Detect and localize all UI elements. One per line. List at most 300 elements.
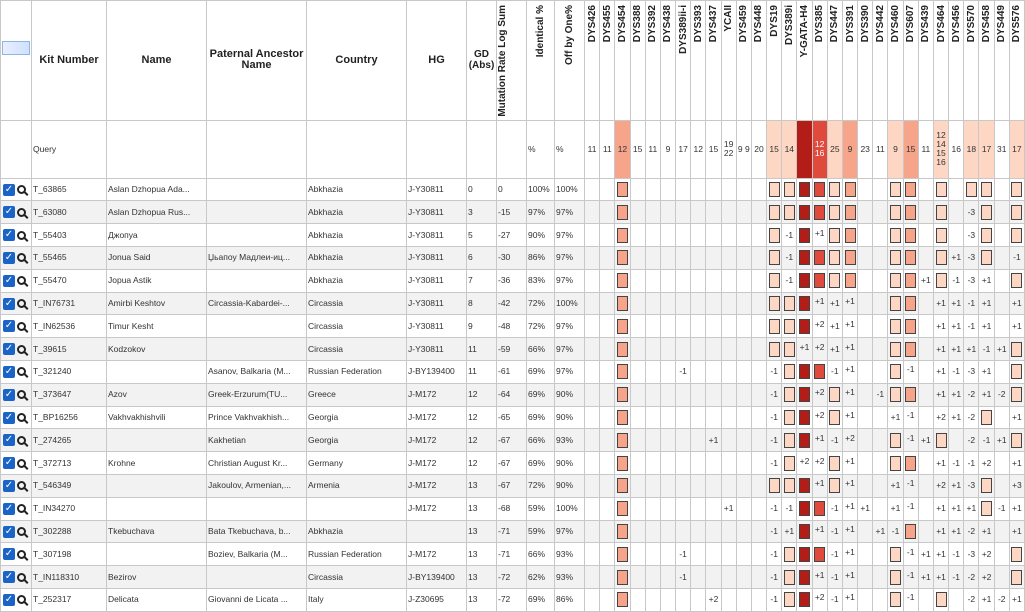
table-row[interactable] <box>1 292 1025 315</box>
marker-diff-dys460 <box>888 361 903 384</box>
marker-diff-value: +1 <box>723 503 734 514</box>
marker-diff-dys393 <box>691 292 706 315</box>
search-icon[interactable] <box>17 527 26 536</box>
name-cell: Bezirov <box>107 566 207 589</box>
select-checkbox[interactable]: ✓ <box>4 479 14 491</box>
marker-diff-box <box>799 296 810 311</box>
search-icon[interactable] <box>17 573 26 582</box>
marker-diff-box <box>617 592 628 607</box>
marker-diff-dys442 <box>873 452 888 475</box>
marker-diff-box: -1 <box>906 432 915 443</box>
identical-header[interactable] <box>527 1 555 121</box>
marker-header-dys393[interactable] <box>691 1 706 121</box>
marker-diff-dys442 <box>873 406 888 429</box>
kit-number-cell[interactable]: T_321240 <box>32 361 107 384</box>
marker-diff-value: -2 <box>967 389 976 400</box>
search-icon[interactable] <box>17 299 26 308</box>
marker-diff-dys442 <box>873 178 888 201</box>
marker-diff-value: +1 <box>921 434 931 445</box>
country-cell: Russian Federation <box>307 543 407 566</box>
kit-number-cell[interactable]: T_307198 <box>32 543 107 566</box>
select-checkbox[interactable]: ✓ <box>4 593 14 605</box>
search-icon[interactable] <box>17 322 26 331</box>
marker-diff-dys439 <box>918 361 933 384</box>
marker-diff-dys455 <box>600 475 615 498</box>
table-row[interactable] <box>1 224 1025 247</box>
marker-diff-dys19 <box>767 497 782 520</box>
hg-cell: J-M172 <box>407 543 467 566</box>
search-icon[interactable] <box>17 345 26 354</box>
marker-diff-dys464 <box>933 566 948 589</box>
marker-diff-box <box>890 456 901 471</box>
query-country-cell <box>307 120 407 178</box>
hg-cell: J-Y30811 <box>407 178 467 201</box>
select-checkbox[interactable]: ✓ <box>4 434 14 446</box>
marker-diff-dys391 <box>842 406 857 429</box>
marker-diff-dys458 <box>979 383 994 406</box>
ancestor-cell: Bata Tkebuchava, b... <box>207 520 307 543</box>
search-icon[interactable] <box>17 390 26 399</box>
marker-diff-dys448 <box>751 543 766 566</box>
marker-diff-dys456 <box>949 224 964 247</box>
marker-diff-value: -1 <box>785 252 794 263</box>
off-by-one-cell: 93% <box>555 429 585 452</box>
marker-diff-box: +2 <box>845 432 855 443</box>
marker-diff-box <box>905 273 916 288</box>
marker-diff-dys388 <box>630 475 645 498</box>
marker-diff-dys456 <box>949 315 964 338</box>
marker-diff-box <box>829 478 840 493</box>
marker-diff-box: +2 <box>814 341 825 352</box>
marker-diff-dys464 <box>933 543 948 566</box>
select-checkbox[interactable]: ✓ <box>4 206 14 218</box>
marker-diff-box <box>799 228 810 243</box>
marker-header-dys570[interactable] <box>964 1 979 121</box>
marker-header-dys392[interactable] <box>645 1 660 121</box>
marker-diff-dys454 <box>615 497 630 520</box>
marker-header-dys442[interactable] <box>873 1 888 121</box>
marker-diff-ycaii <box>721 475 736 498</box>
hg-cell: J-Y30811 <box>407 292 467 315</box>
row-controls <box>1 383 32 406</box>
select-checkbox[interactable]: ✓ <box>4 251 14 263</box>
marker-diff-dys448 <box>751 383 766 406</box>
search-icon[interactable] <box>17 436 26 445</box>
marker-diff-dys449 <box>994 566 1009 589</box>
kit-number-cell[interactable]: T_252317 <box>32 589 107 612</box>
marker-diff-box <box>1011 570 1022 585</box>
search-icon[interactable] <box>17 367 26 376</box>
kit-number-cell[interactable]: T_39615 <box>32 338 107 361</box>
select-checkbox[interactable]: ✓ <box>4 343 14 355</box>
marker-diff-dys447 <box>827 338 842 361</box>
marker-header-dys389ii-i[interactable] <box>676 1 691 121</box>
marker-diff-dys447 <box>827 475 842 498</box>
kit-number-header[interactable]: Kit Number <box>32 1 107 121</box>
search-icon[interactable] <box>17 595 26 604</box>
marker-header-dys438[interactable] <box>660 1 675 121</box>
marker-diff-box <box>981 205 992 220</box>
select-checkbox[interactable]: ✓ <box>4 411 14 423</box>
select-checkbox[interactable]: ✓ <box>4 229 14 241</box>
marker-diff-dys393 <box>691 383 706 406</box>
marker-diff-value: -3 <box>967 366 976 377</box>
marker-diff-dys442 <box>873 543 888 566</box>
kit-number-cell[interactable]: T_55403 <box>32 224 107 247</box>
marker-diff-dys391 <box>842 269 857 292</box>
kit-number-cell[interactable]: T_274265 <box>32 429 107 452</box>
select-checkbox[interactable]: ✓ <box>4 274 14 286</box>
marker-diff-value: +3 <box>1012 480 1022 491</box>
marker-diff-value: -1 <box>997 503 1006 514</box>
marker-diff-dys389i <box>782 201 797 224</box>
kit-number-cell[interactable]: T_BP16256 <box>32 406 107 429</box>
country-header[interactable]: Country <box>307 1 407 121</box>
marker-diff-dys389ii-i <box>676 338 691 361</box>
select-checkbox[interactable]: ✓ <box>4 457 14 469</box>
search-icon[interactable] <box>17 504 26 513</box>
select-checkbox[interactable]: ✓ <box>4 388 14 400</box>
row-controls <box>1 269 32 292</box>
marker-diff-dys576 <box>1009 224 1024 247</box>
marker-diff-dys454 <box>615 475 630 498</box>
marker-diff-dys570 <box>964 361 979 384</box>
select-checkbox[interactable]: ✓ <box>4 571 14 583</box>
marker-diff-dys392 <box>645 383 660 406</box>
select-checkbox[interactable]: ✓ <box>4 365 14 377</box>
search-icon[interactable] <box>17 276 26 285</box>
site-logo <box>2 41 30 55</box>
kit-number-cell[interactable]: T_372713 <box>32 452 107 475</box>
marker-header-dys458[interactable] <box>979 1 994 121</box>
marker-diff-dys458 <box>979 475 994 498</box>
select-checkbox[interactable]: ✓ <box>4 320 14 332</box>
marker-diff-dys437 <box>706 292 721 315</box>
marker-diff-box <box>784 478 795 493</box>
marker-header-dys19[interactable] <box>767 1 782 121</box>
mutation-rate-cell: -64 <box>497 383 527 406</box>
marker-diff-dys389i <box>782 475 797 498</box>
select-checkbox[interactable]: ✓ <box>4 183 14 195</box>
marker-diff-dys449 <box>994 224 1009 247</box>
country-cell: Circassia <box>307 292 407 315</box>
table-row[interactable] <box>1 452 1025 475</box>
marker-diff-dys455 <box>600 361 615 384</box>
hg-header[interactable]: HG <box>407 1 467 121</box>
marker-diff-value: +1 <box>936 457 946 468</box>
marker-diff-value: +1 <box>936 548 946 559</box>
marker-diff-value: +1 <box>890 480 901 491</box>
search-icon[interactable] <box>17 481 26 490</box>
country-cell: Abkhazia <box>307 224 407 247</box>
kit-number-cell[interactable]: T_IN76731 <box>32 292 107 315</box>
kit-number-cell[interactable]: T_373647 <box>32 383 107 406</box>
marker-header-dys391[interactable] <box>842 1 857 121</box>
marker-diff-dys576 <box>1009 361 1024 384</box>
marker-header-dys607[interactable] <box>903 1 918 121</box>
marker-header-label: DYS390 <box>859 5 871 43</box>
marker-diff-dys426 <box>585 475 600 498</box>
search-icon[interactable] <box>17 253 26 262</box>
query-value-dys392: 11 <box>645 120 660 178</box>
row-controls <box>1 566 32 589</box>
marker-diff-box <box>981 182 992 197</box>
off-by-one-cell: 100% <box>555 292 585 315</box>
marker-diff-value: -2 <box>997 389 1006 400</box>
marker-header-dys388[interactable] <box>630 1 645 121</box>
marker-diff-box <box>1011 547 1022 562</box>
query-value-dys390: 23 <box>858 120 873 178</box>
marker-header-dys459[interactable] <box>736 1 751 121</box>
marker-diff-value: -1 <box>831 548 839 559</box>
ancestor-cell <box>207 224 307 247</box>
off-by-one-cell: 90% <box>555 406 585 429</box>
marker-header-dys460[interactable] <box>888 1 903 121</box>
marker-header-dys449[interactable] <box>994 1 1009 121</box>
row-controls <box>1 520 32 543</box>
mutation-rate-header[interactable] <box>497 1 527 121</box>
marker-diff-dys388 <box>630 452 645 475</box>
marker-diff-dys607 <box>903 269 918 292</box>
marker-header-dys426[interactable] <box>585 1 600 121</box>
marker-diff-dys464 <box>933 520 948 543</box>
row-controls <box>1 315 32 338</box>
marker-diff-dys426 <box>585 452 600 475</box>
table-row[interactable] <box>1 520 1025 543</box>
mutation-rate-cell: 0 <box>497 178 527 201</box>
marker-diff-box <box>617 182 628 197</box>
row-controls <box>1 361 32 384</box>
marker-diff-dys455 <box>600 566 615 589</box>
marker-header-dys576[interactable] <box>1009 1 1024 121</box>
marker-diff-dys607 <box>903 497 918 520</box>
select-checkbox[interactable]: ✓ <box>4 502 14 514</box>
marker-diff-box: +1 <box>814 478 825 489</box>
kit-number-cell[interactable]: T_63865 <box>32 178 107 201</box>
marker-diff-dys385 <box>812 315 827 338</box>
search-icon[interactable] <box>17 459 26 468</box>
country-cell: Circassia <box>307 566 407 589</box>
marker-header-dys447[interactable] <box>827 1 842 121</box>
marker-diff-dys448 <box>751 247 766 270</box>
marker-diff-dys426 <box>585 178 600 201</box>
table-row[interactable] <box>1 247 1025 270</box>
marker-diff-dys459 <box>736 269 751 292</box>
marker-diff-dys438 <box>660 452 675 475</box>
country-cell: Abkhazia <box>307 201 407 224</box>
marker-diff-value: +2 <box>981 457 992 468</box>
select-checkbox[interactable]: ✓ <box>4 525 14 537</box>
search-icon[interactable] <box>17 413 26 422</box>
marker-diff-dys456 <box>949 269 964 292</box>
marker-diff-value: -3 <box>967 229 976 240</box>
name-cell: Azov <box>107 383 207 406</box>
marker-diff-dys458 <box>979 429 994 452</box>
query-value-dys389ii-i: 17 <box>676 120 691 178</box>
table-row[interactable] <box>1 406 1025 429</box>
query-value-dys437: 15 <box>706 120 721 178</box>
marker-diff-dys607 <box>903 543 918 566</box>
marker-diff-value: -1 <box>679 571 687 582</box>
table-row[interactable] <box>1 315 1025 338</box>
marker-diff-box <box>769 182 780 197</box>
marker-diff-dys455 <box>600 589 615 612</box>
marker-diff-dys455 <box>600 247 615 270</box>
marker-diff-value: +1 <box>936 503 946 514</box>
table-row[interactable] <box>1 338 1025 361</box>
marker-header-dys385[interactable] <box>812 1 827 121</box>
marker-diff-dys388 <box>630 269 645 292</box>
marker-diff-y-gata-h4 <box>797 383 812 406</box>
marker-diff-box <box>769 250 780 265</box>
marker-header-dys454[interactable] <box>615 1 630 121</box>
marker-header-dys455[interactable] <box>600 1 615 121</box>
kit-number-cell[interactable]: T_IN118310 <box>32 566 107 589</box>
marker-diff-dys464 <box>933 315 948 338</box>
kit-number-cell[interactable]: T_IN34270 <box>32 497 107 520</box>
table-row[interactable] <box>1 429 1025 452</box>
marker-diff-value: +1 <box>708 434 719 445</box>
marker-diff-box <box>905 228 916 243</box>
marker-diff-dys439 <box>918 566 933 589</box>
marker-diff-dys385 <box>812 589 827 612</box>
marker-diff-value: +1 <box>829 320 840 331</box>
marker-diff-dys607 <box>903 247 918 270</box>
marker-diff-value: -2 <box>967 434 976 445</box>
marker-diff-dys460 <box>888 452 903 475</box>
name-header[interactable]: Name <box>107 1 207 121</box>
table-row[interactable] <box>1 566 1025 589</box>
marker-header-dys448[interactable] <box>751 1 766 121</box>
gd-cell: 12 <box>467 406 497 429</box>
marker-header-dys456[interactable] <box>949 1 964 121</box>
marker-diff-dys607 <box>903 201 918 224</box>
marker-diff-dys438 <box>660 361 675 384</box>
table-row[interactable] <box>1 201 1025 224</box>
gd-header[interactable]: GD (Abs) <box>467 1 497 121</box>
marker-diff-dys388 <box>630 520 645 543</box>
gd-cell: 7 <box>467 269 497 292</box>
marker-diff-dys393 <box>691 201 706 224</box>
marker-diff-dys437 <box>706 178 721 201</box>
off-by-one-cell: 97% <box>555 269 585 292</box>
search-icon[interactable] <box>17 185 26 194</box>
country-cell: Germany <box>307 452 407 475</box>
table-row[interactable] <box>1 543 1025 566</box>
marker-diff-value: -1 <box>770 457 778 468</box>
marker-diff-dys447 <box>827 269 842 292</box>
marker-diff-box <box>769 273 780 288</box>
marker-diff-dys458 <box>979 406 994 429</box>
marker-header-dys439[interactable] <box>918 1 933 121</box>
marker-diff-dys464 <box>933 589 948 612</box>
marker-diff-dys389ii-i <box>676 497 691 520</box>
hg-cell: J-Y30811 <box>407 247 467 270</box>
marker-diff-box: +1 <box>814 569 825 580</box>
marker-diff-dys389i <box>782 315 797 338</box>
marker-diff-dys448 <box>751 269 766 292</box>
marker-diff-dys439 <box>918 520 933 543</box>
marker-diff-dys438 <box>660 543 675 566</box>
kit-number-cell[interactable]: T_302288 <box>32 520 107 543</box>
marker-diff-dys460 <box>888 224 903 247</box>
marker-diff-dys393 <box>691 497 706 520</box>
marker-diff-dys439 <box>918 589 933 612</box>
select-checkbox[interactable]: ✓ <box>4 548 14 560</box>
marker-diff-box <box>905 319 916 334</box>
table-row[interactable] <box>1 497 1025 520</box>
marker-header-dys464[interactable] <box>933 1 948 121</box>
marker-diff-value: -1 <box>770 571 778 582</box>
marker-diff-dys448 <box>751 406 766 429</box>
query-value-dys607: 15 <box>903 120 918 178</box>
marker-diff-box <box>905 205 916 220</box>
marker-diff-box <box>845 228 856 243</box>
table-row[interactable] <box>1 361 1025 384</box>
kit-number-cell[interactable]: T_55470 <box>32 269 107 292</box>
marker-diff-dys456 <box>949 383 964 406</box>
marker-diff-box: +1 <box>845 546 855 557</box>
marker-diff-box <box>814 273 825 288</box>
marker-diff-box <box>617 319 628 334</box>
marker-diff-dys389ii-i <box>676 452 691 475</box>
marker-header-dys390[interactable] <box>858 1 873 121</box>
marker-diff-dys576 <box>1009 475 1024 498</box>
select-checkbox[interactable]: ✓ <box>4 297 14 309</box>
marker-diff-dys455 <box>600 497 615 520</box>
gd-cell: 5 <box>467 224 497 247</box>
marker-diff-value: -2 <box>967 526 976 537</box>
table-row[interactable] <box>1 589 1025 612</box>
marker-header-y-gata-h4[interactable] <box>797 1 812 121</box>
marker-diff-value: -1 <box>679 366 687 377</box>
table-row[interactable] <box>1 269 1025 292</box>
table-row[interactable] <box>1 475 1025 498</box>
search-icon[interactable] <box>17 208 26 217</box>
kit-number-cell[interactable]: T_IN62536 <box>32 315 107 338</box>
marker-diff-dys449 <box>994 292 1009 315</box>
marker-header-ycaii[interactable] <box>721 1 736 121</box>
search-icon[interactable] <box>17 231 26 240</box>
off-by-one-header[interactable] <box>555 1 585 121</box>
marker-diff-dys385 <box>812 429 827 452</box>
marker-header-dys389i[interactable] <box>782 1 797 121</box>
gd-cell: 3 <box>467 201 497 224</box>
ancestor-cell <box>207 566 307 589</box>
marker-diff-box <box>981 501 992 516</box>
marker-diff-value: -1 <box>770 526 778 537</box>
marker-diff-dys437 <box>706 201 721 224</box>
paternal-ancestor-header[interactable]: Paternal Ancestor Name <box>207 1 307 121</box>
marker-diff-dys388 <box>630 429 645 452</box>
marker-diff-dys391 <box>842 247 857 270</box>
country-cell: Greece <box>307 383 407 406</box>
table-row[interactable] <box>1 383 1025 406</box>
search-icon[interactable] <box>17 550 26 559</box>
kit-number-cell[interactable]: T_546349 <box>32 475 107 498</box>
marker-diff-box <box>890 547 901 562</box>
marker-header-label: DYS442 <box>874 5 886 43</box>
marker-diff-dys389ii-i <box>676 406 691 429</box>
marker-header-dys437[interactable] <box>706 1 721 121</box>
hg-cell: J-BY139400 <box>407 361 467 384</box>
kit-number-cell[interactable]: T_55465 <box>32 247 107 270</box>
table-row[interactable] <box>1 178 1025 201</box>
marker-diff-dys449 <box>994 543 1009 566</box>
query-value-ycaii: 19 22 <box>721 120 736 178</box>
country-cell: Circassia <box>307 338 407 361</box>
kit-number-cell[interactable]: T_63080 <box>32 201 107 224</box>
